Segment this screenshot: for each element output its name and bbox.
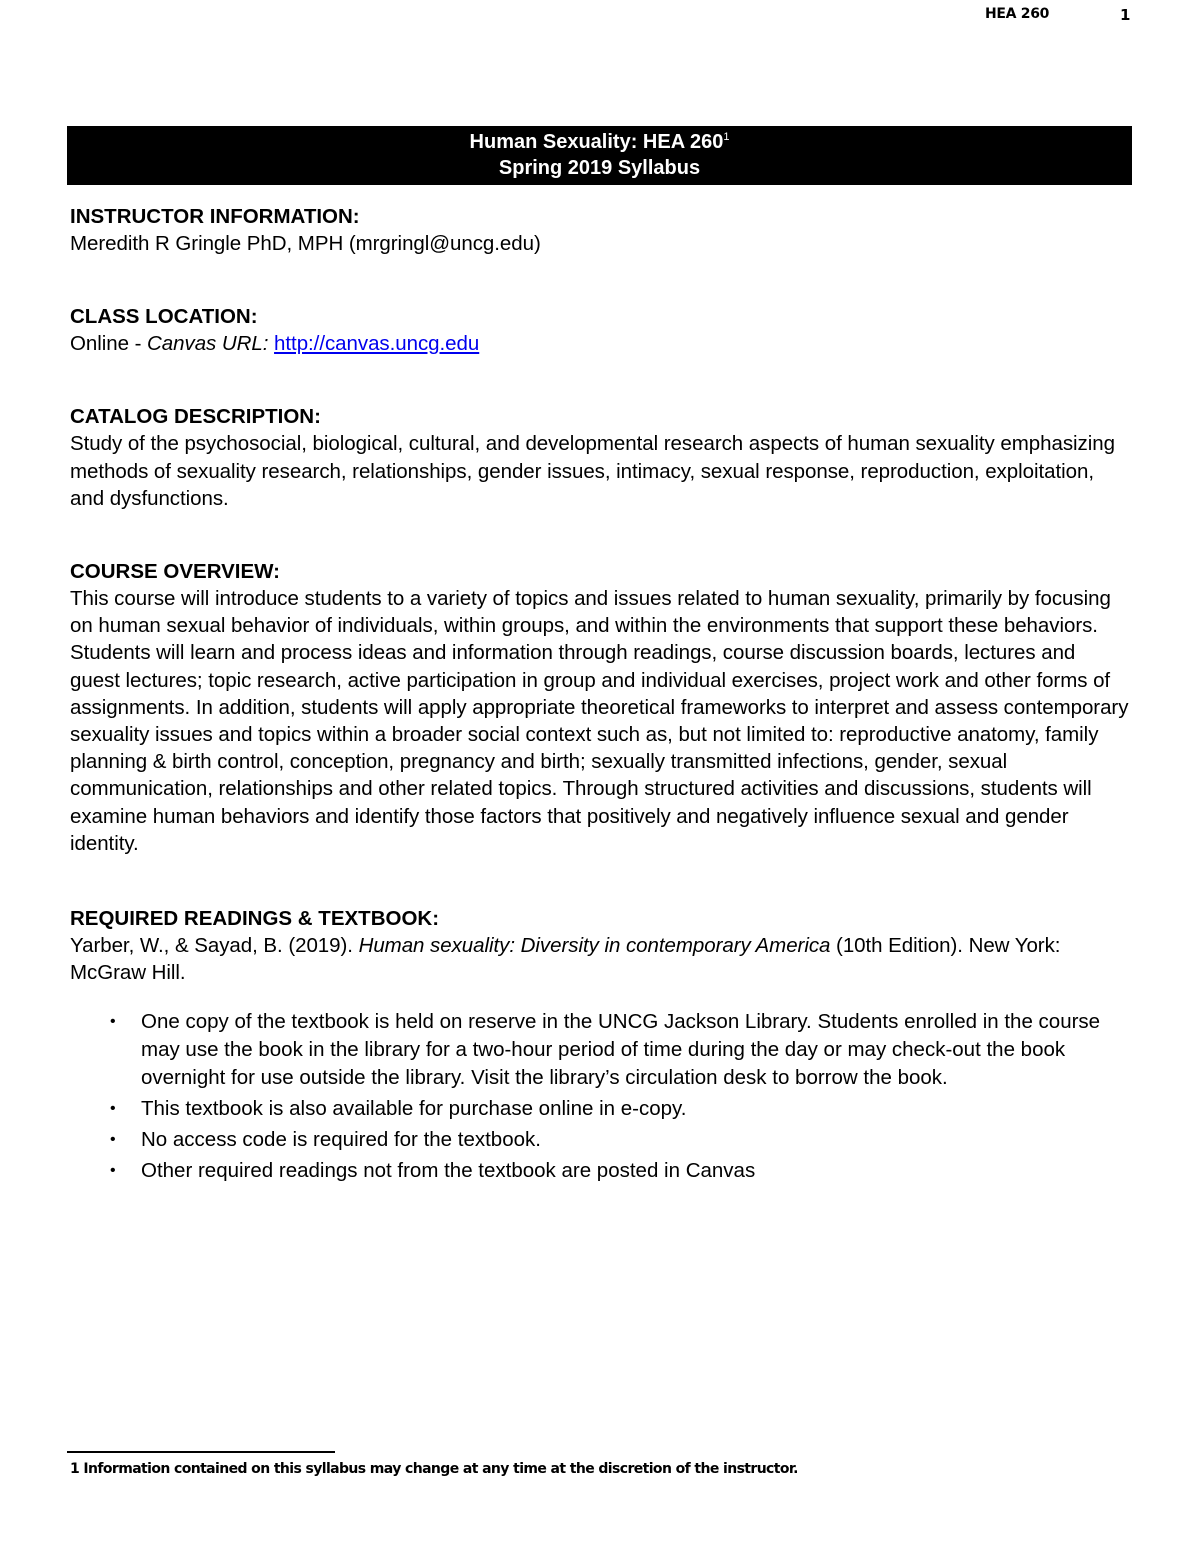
location-text bbox=[70, 330, 1130, 357]
title-line-2: Spring 2019 Syllabus bbox=[498, 157, 701, 179]
bullet-icon: • bbox=[110, 1162, 116, 1180]
catalog-section bbox=[70, 403, 1130, 512]
textbook-citation bbox=[70, 932, 1130, 986]
location-prefix: Online - bbox=[70, 332, 148, 356]
instructor-section bbox=[70, 203, 1130, 257]
list-item-text: Other required readings not from the textbook are posted in Canvas bbox=[141, 1159, 756, 1183]
canvas-link[interactable]: http://canvas.uncg.edu bbox=[274, 332, 480, 356]
footnote-divider bbox=[67, 1451, 335, 1453]
overview-heading: COURSE OVERVIEW: bbox=[70, 560, 280, 584]
header-course-code: HEA 260 bbox=[985, 6, 1050, 22]
list-item bbox=[70, 1095, 1130, 1123]
title-footnote-ref[interactable]: 1 bbox=[723, 131, 730, 143]
citation-rest: (10th Edition). New York: McGraw Hill. bbox=[70, 934, 1061, 985]
location-url-label: Canvas URL: bbox=[147, 332, 269, 356]
catalog-text: Study of the psychosocial, biological, cultural, and developmental research aspects of human sexuality emphasizing methods of sexuality research, relationships, gender issues, intimacy, sexual response, reproduction, exploitation, and dysfunctions. bbox=[70, 432, 1115, 510]
list-item-text: One copy of the textbook is held on reserve in the UNCG Jackson Library. Students enrolled in the course may use the book in the library for a two-hour period of time during the day or may check-out the book overnight for use outside the library. Visit the library’s circulation desk to borrow the book. bbox=[141, 1010, 1101, 1090]
list-item bbox=[70, 1126, 1130, 1154]
course-title: Human Sexuality: HEA 260 bbox=[469, 131, 724, 153]
title-banner bbox=[67, 126, 1132, 185]
location-heading: CLASS LOCATION: bbox=[70, 305, 258, 329]
overview-text: This course will introduce students to a variety of topics and issues related to human sexuality, primarily by focusing on human sexual behavior of individuals, within groups, and within the environments that support these behaviors. Students will learn and process ideas and information through readings, course discussion boards, lectures and guest lectures; topic research, active participation in group and individual exercises, project work and other forms of assignments. In addition, students will apply appropriate theoretical frameworks to interpret and assess contemporary sexuality issues and topics within a broader social context such as, but not limited to: reproductive anatomy, family planning & birth control, conception, pregnancy and birth; sexually transmitted infections, gender, sexual communication, relationships and other related topics. Through structured activities and discussions, students will examine human behaviors and identify those factors that positively and negatively influence sexual and gender identity. bbox=[70, 587, 1129, 855]
readings-section bbox=[70, 905, 1130, 1185]
page-header bbox=[0, 4, 1200, 34]
header-page-number: 1 bbox=[1120, 6, 1131, 24]
instructor-heading: INSTRUCTOR INFORMATION: bbox=[70, 205, 360, 228]
bullet-icon: • bbox=[110, 1131, 116, 1149]
footnote-text: 1 Information contained on this syllabus may change at any time at the discretion of the instructor. bbox=[70, 1461, 798, 1477]
location-section bbox=[70, 303, 1130, 357]
readings-bullet-list bbox=[70, 1008, 1130, 1185]
readings-heading: REQUIRED READINGS & TEXTBOOK: bbox=[70, 907, 440, 931]
syllabus-body bbox=[70, 203, 1130, 1188]
bullet-icon: • bbox=[110, 1013, 116, 1031]
title-line-1 bbox=[67, 129, 1132, 155]
citation-authors: Yarber, W., & Sayad, B. (2019). bbox=[70, 934, 359, 958]
list-item-text: This textbook is also available for purchase online in e-copy. bbox=[141, 1097, 687, 1121]
list-item-text: No access code is required for the textbook. bbox=[141, 1128, 541, 1152]
overview-section bbox=[70, 558, 1130, 857]
list-item bbox=[70, 1157, 1130, 1185]
bullet-icon: • bbox=[110, 1100, 116, 1118]
list-item bbox=[70, 1008, 1130, 1092]
catalog-heading: CATALOG DESCRIPTION: bbox=[70, 405, 321, 429]
instructor-text: Meredith R Gringle PhD, MPH (mrgringl@uncg.edu) bbox=[70, 232, 541, 255]
citation-title: Human sexuality: Diversity in contemporary America bbox=[358, 934, 831, 958]
